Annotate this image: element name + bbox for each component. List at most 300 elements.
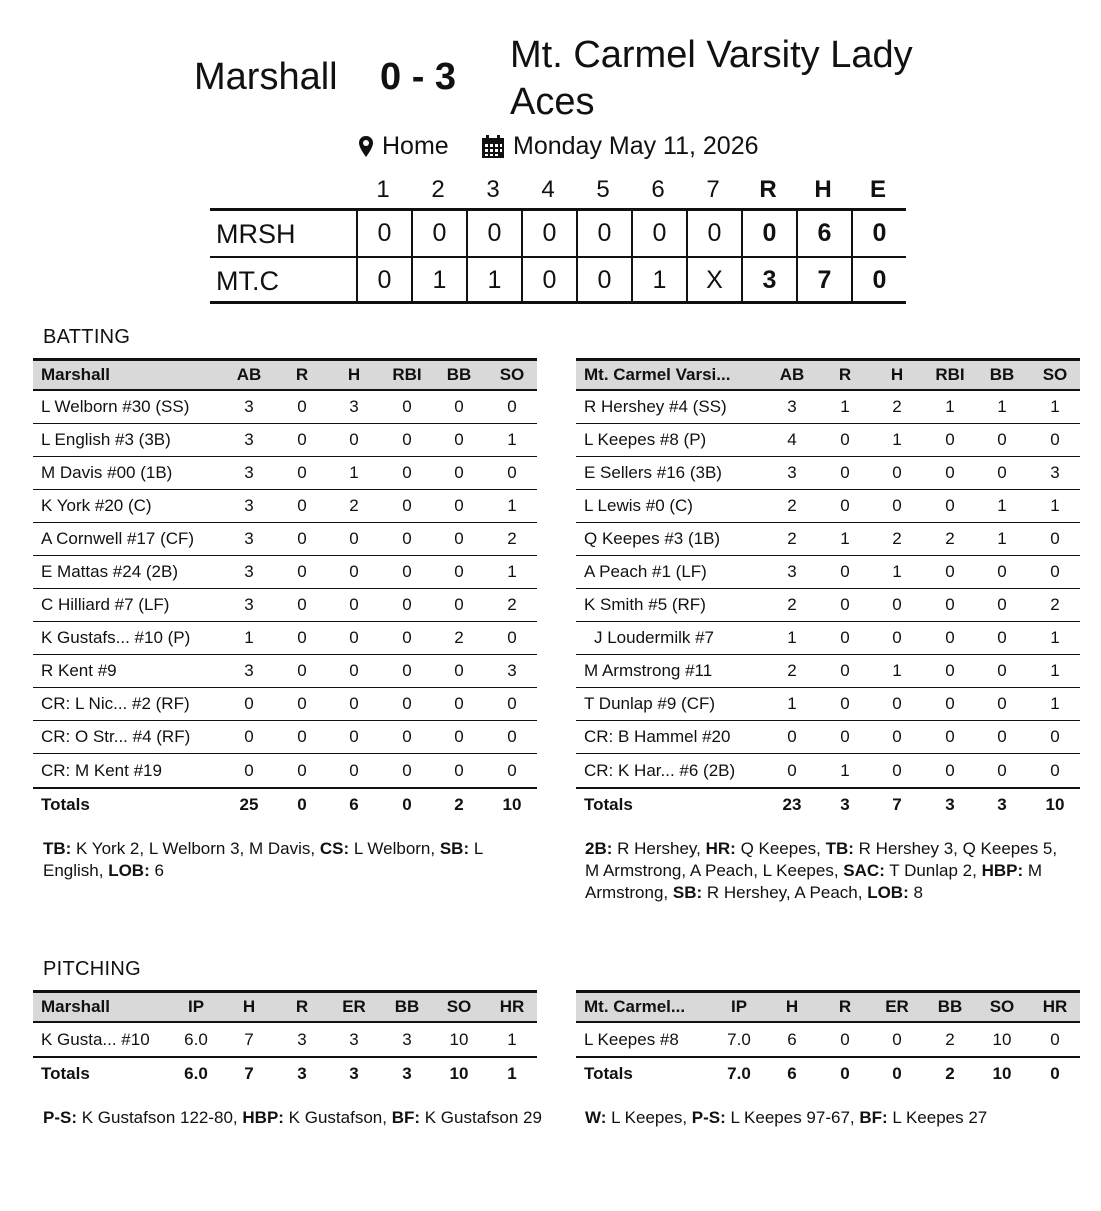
stat-cell: 0	[997, 694, 1007, 713]
inning-header: 2	[431, 176, 445, 203]
stat-cell: 1	[787, 628, 797, 647]
column-header: RBI	[935, 365, 965, 384]
stat-cell: 1	[892, 661, 902, 680]
stat-cell: 0	[349, 661, 359, 680]
line-score	[210, 172, 906, 304]
player-row	[576, 391, 1080, 424]
inning-score: 0	[521, 211, 576, 256]
calendar-icon	[481, 135, 505, 159]
stat-cell: 2	[349, 496, 359, 515]
note-label: SAC:	[843, 861, 885, 880]
inning-header: 3	[486, 176, 500, 203]
note-label: P-S:	[691, 1108, 726, 1127]
note-label: P-S:	[43, 1108, 77, 1127]
column-header: IP	[187, 997, 205, 1016]
line-score-body	[210, 208, 906, 304]
total-stat: 7.0	[727, 1063, 751, 1083]
stat-cell: 0	[402, 694, 412, 713]
inning-score: 0	[356, 258, 411, 301]
total-stat: 3	[402, 1063, 412, 1083]
stat-cell: 2	[454, 628, 464, 647]
note-label: W:	[585, 1108, 607, 1127]
total-stat: 23	[782, 794, 802, 814]
inning-score: 1	[631, 258, 686, 301]
stat-cell: 1	[840, 760, 850, 780]
stat-cell: 0	[507, 727, 517, 746]
stat-cell: 1	[507, 1029, 517, 1049]
column-header: R	[838, 365, 852, 384]
stat-cell: 3	[244, 430, 254, 449]
player-row	[576, 1023, 1080, 1056]
stat-cell: 0	[297, 529, 307, 548]
table-header	[576, 990, 1080, 1023]
player-row	[576, 490, 1080, 523]
stat-cell: 0	[297, 694, 307, 713]
stat-cell: 2	[892, 529, 902, 548]
player-name: E Mattas #24 (2B)	[41, 562, 179, 581]
inning-score: 0	[576, 258, 631, 301]
player-row	[576, 556, 1080, 589]
stat-cell: 0	[840, 628, 850, 647]
marshall-batting-table	[33, 358, 537, 820]
totals-row	[576, 787, 1080, 820]
player-name: T Dunlap #9 (CF)	[584, 694, 716, 713]
player-row	[33, 1023, 537, 1056]
column-header: IP	[730, 997, 748, 1016]
note-text: K Gustafson 122-80,	[77, 1108, 243, 1127]
inning-header: 6	[651, 176, 665, 203]
stat-cell: 0	[1050, 529, 1060, 548]
team-name-header: Marshall	[41, 365, 110, 384]
stat-cell: 0	[945, 661, 955, 680]
stat-cell: 0	[997, 595, 1007, 614]
player-row	[33, 754, 537, 787]
stat-cell: 1	[997, 397, 1007, 416]
stat-cell: 0	[349, 562, 359, 581]
player-name: A Peach #1 (LF)	[584, 562, 707, 581]
player-name: E Sellers #16 (3B)	[584, 463, 722, 482]
player-name: R Hershey #4 (SS)	[584, 397, 727, 416]
totals-row	[576, 1056, 1080, 1089]
totals-label: Totals	[584, 794, 633, 814]
stat-cell: 0	[402, 430, 412, 449]
note-text: R Hershey,	[612, 839, 706, 858]
pitching-section-title: PITCHING	[43, 958, 141, 980]
player-name: J Loudermilk #7	[594, 628, 715, 647]
column-header: BB	[446, 365, 472, 384]
column-header: H	[890, 365, 904, 384]
column-header: SO	[499, 365, 525, 384]
stat-cell: 0	[402, 529, 412, 548]
player-name: K Gusta... #10	[41, 1029, 150, 1049]
total-stat: 7	[244, 1063, 254, 1083]
column-header: BB	[394, 997, 420, 1016]
total-stat: 25	[239, 794, 259, 814]
inning-header: 4	[541, 176, 555, 203]
team-abbr: MRSH	[216, 219, 296, 249]
mtcarmel-batting-table	[576, 358, 1080, 820]
stat-cell: 0	[892, 694, 902, 713]
stat-cell: 0	[297, 463, 307, 482]
total-stat: 3	[297, 1063, 307, 1083]
total-score: 0	[851, 211, 906, 256]
table-header	[33, 990, 537, 1023]
stat-cell: 0	[507, 694, 517, 713]
stat-cell: 0	[297, 628, 307, 647]
player-row	[576, 424, 1080, 457]
stat-cell: 3	[402, 1029, 412, 1049]
stat-cell: 1	[892, 562, 902, 581]
total-header: H	[814, 176, 832, 203]
stat-cell: 0	[454, 496, 464, 515]
stat-cell: 0	[402, 496, 412, 515]
away-team-name: Mt. Carmel Varsity Lady Aces	[510, 34, 913, 123]
stat-cell: 2	[507, 529, 517, 548]
note-text: K York 2, L Welborn 3, M Davis,	[71, 839, 320, 858]
stat-cell: 0	[997, 661, 1007, 680]
total-stat: 3	[945, 794, 955, 814]
player-row	[33, 556, 537, 589]
stat-cell: 0	[892, 1029, 902, 1049]
column-header: H	[347, 365, 361, 384]
stat-cell: 0	[297, 397, 307, 416]
stat-cell: 0	[945, 463, 955, 482]
stat-cell: 0	[997, 727, 1007, 746]
stat-cell: 0	[997, 628, 1007, 647]
stat-cell: 0	[297, 496, 307, 515]
note-label: LOB:	[867, 883, 909, 902]
column-header: SO	[446, 997, 472, 1016]
total-stat: 0	[402, 794, 412, 814]
column-header: HR	[499, 997, 525, 1016]
note-label: BF:	[391, 1108, 421, 1127]
stat-cell: 3	[349, 397, 359, 416]
inning-header: 1	[376, 176, 390, 203]
totals-label: Totals	[41, 794, 90, 814]
stat-cell: 0	[507, 463, 517, 482]
player-name: L Keepes #8 (P)	[584, 430, 707, 449]
marshall-pitching-table	[33, 990, 537, 1089]
total-score: 0	[851, 258, 906, 301]
column-header: R	[295, 365, 309, 384]
stat-cell: 3	[244, 595, 254, 614]
player-name: A Cornwell #17 (CF)	[41, 529, 195, 548]
column-header: HR	[1042, 997, 1068, 1016]
stat-cell: 0	[349, 628, 359, 647]
team-name-header: Mt. Carmel...	[584, 997, 686, 1016]
team-abbr: MT.C	[216, 266, 279, 296]
player-row	[33, 523, 537, 556]
stat-cell: 1	[1050, 694, 1060, 713]
stat-cell: 0	[997, 463, 1007, 482]
game-score: 0 - 3	[380, 56, 457, 98]
stat-cell: 0	[402, 760, 412, 780]
stat-cell: 7.0	[727, 1029, 751, 1049]
mtcarmel-batting-notes	[585, 838, 1075, 904]
inning-header: 5	[596, 176, 610, 203]
player-row	[33, 490, 537, 523]
stat-cell: 1	[997, 496, 1007, 515]
stat-cell: 1	[997, 529, 1007, 548]
line-score-row	[210, 211, 906, 256]
column-header: H	[242, 997, 256, 1016]
total-stat: 10	[502, 794, 522, 814]
inning-header: 7	[706, 176, 720, 203]
column-header: SO	[1042, 365, 1068, 384]
totals-row	[33, 787, 537, 820]
stat-cell: 0	[1050, 562, 1060, 581]
column-header: BB	[937, 997, 963, 1016]
stat-cell: 0	[945, 628, 955, 647]
total-stat: 0	[840, 1063, 850, 1083]
stat-cell: 0	[454, 529, 464, 548]
stat-cell: 0	[244, 727, 254, 746]
stat-cell: 2	[945, 1029, 955, 1049]
stat-cell: 2	[787, 661, 797, 680]
stat-cell: 3	[244, 463, 254, 482]
inning-score: 0	[576, 211, 631, 256]
stat-cell: 0	[892, 463, 902, 482]
stat-cell: 3	[349, 1029, 359, 1049]
player-row	[33, 655, 537, 688]
stat-cell: 0	[1050, 430, 1060, 449]
stat-cell: 1	[244, 628, 254, 647]
stat-cell: 10	[449, 1029, 469, 1049]
stat-cell: 3	[244, 496, 254, 515]
player-name: M Davis #00 (1B)	[41, 463, 173, 482]
total-stat: 7	[892, 794, 902, 814]
stat-cell: 2	[787, 595, 797, 614]
mtcarmel-pitching-table	[576, 990, 1080, 1089]
stat-cell: 0	[402, 463, 412, 482]
stat-cell: 6.0	[184, 1029, 208, 1049]
team-name-header: Marshall	[41, 997, 110, 1016]
stat-cell: 1	[840, 397, 850, 416]
stat-cell: 1	[945, 397, 955, 416]
player-name: CR: O Str... #4 (RF)	[41, 727, 191, 746]
player-row	[33, 622, 537, 655]
total-stat: 0	[892, 1063, 902, 1083]
stat-cell: 0	[349, 760, 359, 780]
stat-cell: 0	[945, 562, 955, 581]
total-stat: 10	[992, 1063, 1012, 1083]
stat-cell: 0	[402, 397, 412, 416]
stat-cell: 0	[297, 661, 307, 680]
stat-cell: 10	[992, 1029, 1012, 1049]
stat-cell: 0	[349, 595, 359, 614]
player-name: L Lewis #0 (C)	[584, 496, 693, 515]
player-name: M Armstrong #11	[584, 661, 713, 680]
stat-cell: 0	[507, 397, 517, 416]
stat-cell: 1	[840, 529, 850, 548]
player-name: CR: K Har... #6 (2B)	[584, 760, 736, 780]
stat-cell: 0	[787, 727, 797, 746]
game-location	[358, 132, 449, 161]
map-pin-icon	[358, 135, 374, 159]
player-row	[576, 655, 1080, 688]
player-row	[576, 589, 1080, 622]
team-name-header: Mt. Carmel Varsi...	[584, 365, 731, 384]
total-stat: 6	[787, 1063, 797, 1083]
column-header: ER	[885, 997, 909, 1016]
column-header: AB	[236, 365, 262, 384]
note-label: BF:	[859, 1108, 888, 1127]
total-stat: 1	[507, 1063, 517, 1083]
stat-cell: 6	[787, 1029, 797, 1049]
stat-cell: 3	[787, 463, 797, 482]
stat-cell: 0	[454, 595, 464, 614]
stat-cell: 1	[1050, 397, 1060, 416]
stat-cell: 1	[507, 430, 517, 449]
column-header: R	[838, 997, 852, 1016]
stat-cell: 0	[454, 562, 464, 581]
total-stat: 0	[297, 794, 307, 814]
stat-cell: 0	[349, 529, 359, 548]
stat-cell: 0	[1050, 1029, 1060, 1049]
inning-score: 1	[411, 258, 466, 301]
stat-cell: 3	[244, 397, 254, 416]
inning-score: 0	[686, 211, 741, 256]
game-date	[481, 132, 759, 161]
note-text: K Gustafson,	[283, 1108, 392, 1127]
player-row	[576, 754, 1080, 787]
player-row	[33, 391, 537, 424]
note-text: 8	[908, 883, 923, 902]
note-label: HR:	[705, 839, 736, 858]
player-row	[576, 721, 1080, 754]
stat-cell: 0	[454, 661, 464, 680]
note-text: R Hershey, A Peach,	[702, 883, 868, 902]
stat-cell: 0	[1050, 760, 1060, 780]
player-row	[576, 622, 1080, 655]
stat-cell: 1	[507, 496, 517, 515]
stat-cell: 0	[454, 727, 464, 746]
stat-cell: 0	[454, 760, 464, 780]
stat-cell: 1	[349, 463, 359, 482]
stat-cell: 0	[297, 727, 307, 746]
column-header: RBI	[392, 365, 422, 384]
inning-score: 0	[356, 211, 411, 256]
total-stat: 6	[349, 794, 359, 814]
stat-cell: 2	[507, 595, 517, 614]
marshall-batting-notes	[43, 838, 543, 882]
totals-label: Totals	[41, 1063, 90, 1083]
stat-cell: 0	[840, 595, 850, 614]
marshall-pitching-notes	[43, 1107, 543, 1129]
stat-cell: 0	[892, 760, 902, 780]
player-name: L English #3 (3B)	[41, 430, 171, 449]
totals-label: Totals	[584, 1063, 633, 1083]
player-name: C Hilliard #7 (LF)	[41, 595, 170, 614]
player-name: CR: M Kent #19	[41, 760, 162, 780]
stat-cell: 2	[1050, 595, 1060, 614]
note-text: 6	[149, 861, 164, 880]
player-name: R Kent #9	[41, 661, 117, 680]
total-stat: 10	[449, 1063, 469, 1083]
stat-cell: 0	[840, 463, 850, 482]
stat-cell: 2	[945, 529, 955, 548]
stat-cell: 0	[840, 430, 850, 449]
stat-cell: 0	[840, 661, 850, 680]
stat-cell: 0	[945, 694, 955, 713]
stat-cell: 0	[402, 628, 412, 647]
batting-section-title: BATTING	[43, 326, 131, 348]
stat-cell: 0	[945, 595, 955, 614]
note-text: K Gustafson 29	[420, 1108, 542, 1127]
stat-cell: 1	[507, 562, 517, 581]
player-name: Q Keepes #3 (1B)	[584, 529, 721, 548]
location-label: Home	[382, 132, 449, 160]
player-row	[33, 589, 537, 622]
note-label: TB:	[825, 839, 854, 858]
mtcarmel-pitching-notes	[585, 1107, 1075, 1129]
total-header: R	[759, 176, 777, 203]
inning-score: 0	[411, 211, 466, 256]
stat-cell: 0	[945, 760, 955, 780]
stat-cell: 0	[297, 595, 307, 614]
table-header	[33, 358, 537, 391]
stat-cell: 0	[402, 661, 412, 680]
note-label: HBP:	[981, 861, 1024, 880]
note-text: R Hershey 3, Q Keepes 5, M Armstrong, A Peach, L Keepes,	[585, 839, 1058, 880]
note-text: L English,	[43, 839, 483, 880]
totals-row	[33, 1056, 537, 1089]
stat-cell: 0	[402, 595, 412, 614]
total-score: 7	[796, 258, 851, 301]
total-header: E	[869, 176, 886, 203]
total-stat: 3	[997, 794, 1007, 814]
stat-cell: 0	[892, 496, 902, 515]
column-header: R	[295, 997, 309, 1016]
inning-score: 0	[631, 211, 686, 256]
note-label: HBP:	[242, 1108, 284, 1127]
column-header: AB	[779, 365, 805, 384]
total-score: 0	[741, 211, 796, 256]
player-row	[576, 688, 1080, 721]
stat-cell: 2	[787, 496, 797, 515]
total-stat: 0	[1050, 1063, 1060, 1083]
total-score: 6	[796, 211, 851, 256]
note-label: TB:	[43, 839, 72, 858]
player-name: K Smith #5 (RF)	[584, 595, 706, 614]
stat-cell: 0	[297, 760, 307, 780]
total-stat: 3	[349, 1063, 359, 1083]
player-row	[33, 721, 537, 754]
stat-cell: 0	[297, 430, 307, 449]
note-text: L Welborn,	[349, 839, 440, 858]
total-score: 3	[741, 258, 796, 301]
player-row	[576, 457, 1080, 490]
stat-cell: 0	[945, 430, 955, 449]
stat-cell: 0	[840, 562, 850, 581]
column-header: ER	[342, 997, 366, 1016]
total-stat: 10	[1045, 794, 1065, 814]
note-label: SB:	[439, 839, 470, 858]
stat-cell: 0	[349, 694, 359, 713]
note-text: Q Keepes,	[735, 839, 826, 858]
stat-cell: 3	[787, 397, 797, 416]
home-team-name: Marshall	[194, 56, 338, 98]
player-name: K York #20 (C)	[41, 496, 152, 515]
player-name: CR: B Hammel #20	[584, 727, 731, 746]
stat-cell: 0	[454, 397, 464, 416]
column-header: H	[785, 997, 799, 1016]
stat-cell: 0	[840, 496, 850, 515]
stat-cell: 1	[892, 430, 902, 449]
stat-cell: 0	[402, 727, 412, 746]
stat-cell: 0	[349, 430, 359, 449]
player-row	[33, 457, 537, 490]
